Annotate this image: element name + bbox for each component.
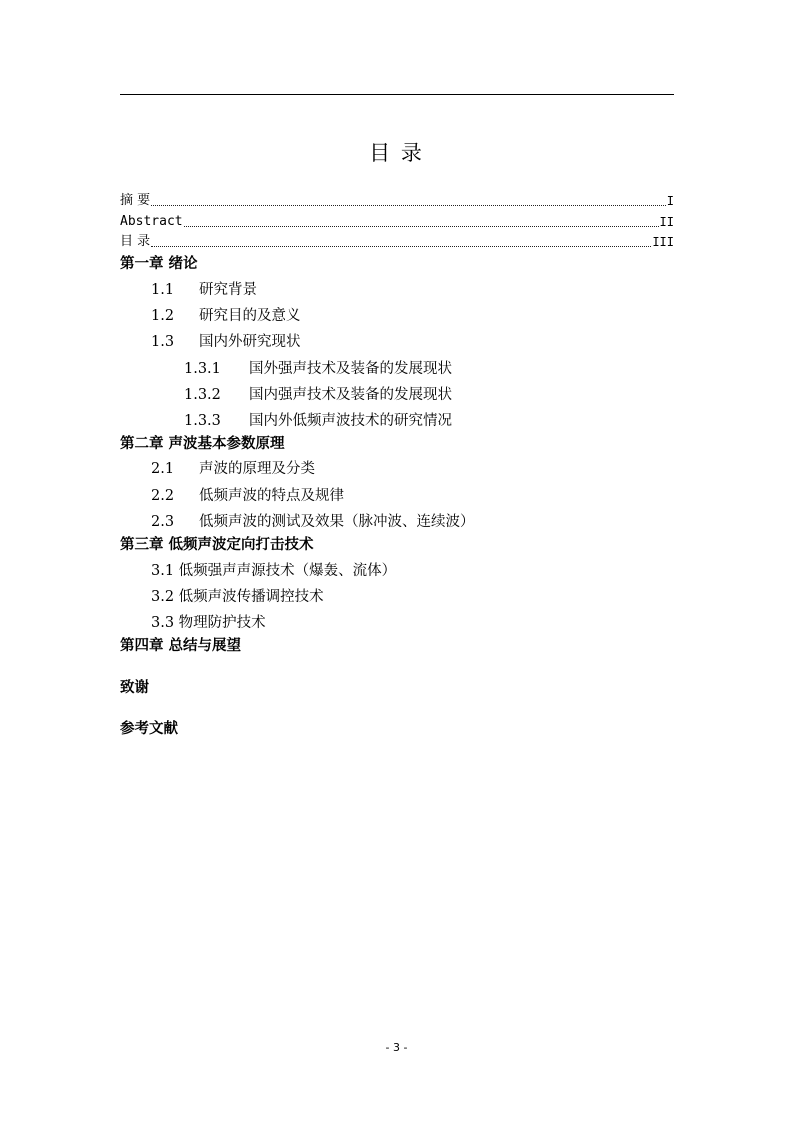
page-title: 目 录 — [369, 141, 424, 165]
toc-section-1-3-2[interactable] — [184, 385, 452, 405]
toc-references[interactable]: 参考文献 — [120, 721, 178, 737]
section-title: 研究背景 — [199, 282, 257, 298]
section-title: 国内外研究现状 — [199, 334, 301, 350]
section-number: 1.1 — [151, 282, 175, 298]
toc-entry-abstract-cn[interactable] — [120, 191, 674, 211]
section-number: 1.3.3 — [184, 413, 221, 429]
toc-chapter-3[interactable]: 第三章 低频声波定向打击技术 — [120, 537, 314, 553]
dot-leader — [151, 205, 666, 206]
toc-acknowledgements[interactable]: 致谢 — [120, 680, 149, 696]
toc-chapter-2[interactable]: 第二章 声波基本参数原理 — [120, 436, 285, 452]
toc-section-1-1[interactable] — [151, 280, 257, 300]
toc-entry-page: II — [659, 215, 674, 229]
toc-entry-contents[interactable] — [120, 232, 674, 252]
toc-chapter-1[interactable]: 第一章 绪论 — [120, 256, 198, 272]
section-number: 1.3.2 — [184, 387, 221, 403]
section-number: 2.2 — [151, 488, 175, 504]
toc-entry-page: I — [666, 194, 674, 208]
section-number: 1.2 — [151, 308, 175, 324]
section-title: 低频声波的特点及规律 — [199, 488, 344, 504]
toc-chapter-4[interactable]: 第四章 总结与展望 — [120, 638, 242, 654]
section-number: 2.1 — [151, 461, 175, 477]
toc-entry-page: III — [652, 235, 674, 249]
toc-section-1-3[interactable] — [151, 332, 301, 352]
toc-section-2-1[interactable] — [151, 459, 315, 479]
toc-entry-abstract-en[interactable] — [120, 212, 674, 232]
section-number: 1.3.1 — [184, 361, 221, 377]
toc-section-2-2[interactable] — [151, 486, 344, 506]
toc-entry-label: 摘 要 — [120, 193, 151, 208]
toc-section-1-2[interactable] — [151, 306, 301, 326]
section-number: 2.3 — [151, 514, 175, 530]
page-number: - 3 - — [385, 1041, 408, 1054]
section-number: 1.3 — [151, 334, 175, 350]
toc-section-3-3[interactable]: 3.3 物理防护技术 — [151, 615, 266, 631]
dot-leader — [184, 226, 659, 227]
section-title: 声波的原理及分类 — [199, 461, 315, 477]
section-title: 研究目的及意义 — [199, 308, 301, 324]
toc-section-3-1[interactable]: 3.1 低频强声声源技术（爆轰、流体） — [151, 563, 397, 579]
toc-entry-label: 目 录 — [120, 234, 151, 249]
dot-leader — [151, 246, 651, 247]
toc-entry-label: Abstract — [120, 214, 183, 229]
toc-section-3-2[interactable]: 3.2 低频声波传播调控技术 — [151, 589, 324, 605]
section-title: 国内强声技术及装备的发展现状 — [249, 387, 452, 403]
toc-section-1-3-3[interactable] — [184, 411, 452, 431]
section-title: 低频声波的测试及效果（脉冲波、连续波） — [199, 514, 475, 530]
toc-section-2-3[interactable] — [151, 512, 475, 532]
section-title: 国外强声技术及装备的发展现状 — [249, 361, 452, 377]
header-rule — [120, 94, 674, 95]
section-title: 国内外低频声波技术的研究情况 — [249, 413, 452, 429]
toc-section-1-3-1[interactable] — [184, 359, 452, 379]
